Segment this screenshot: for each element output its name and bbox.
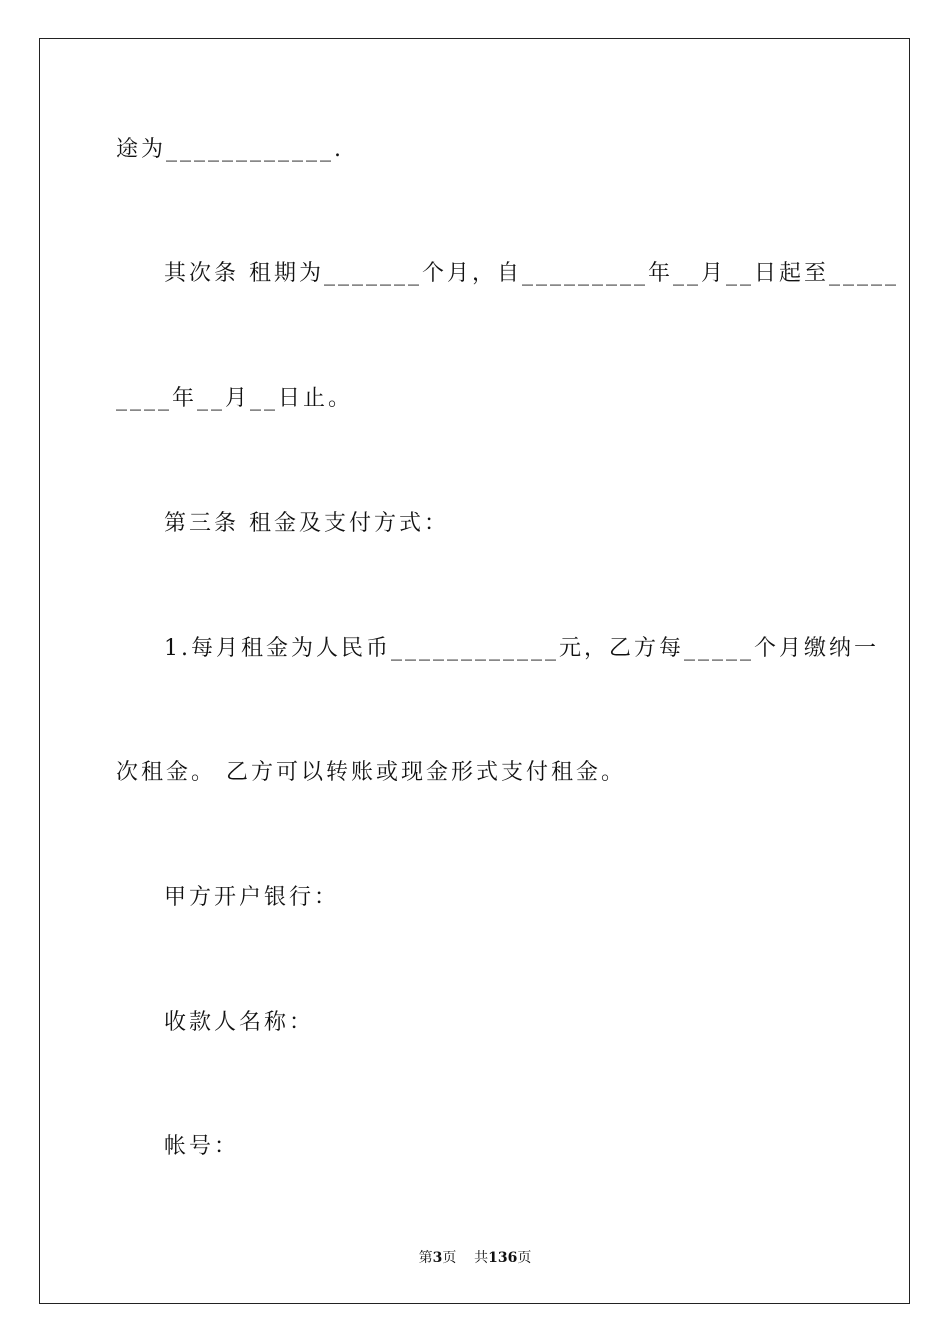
text-line-8: 收款人名称： bbox=[164, 1010, 315, 1035]
footer-page-prefix: 第 bbox=[418, 1250, 433, 1266]
footer-page-number: 3 bbox=[432, 1250, 443, 1266]
text-line-4: 第三条 租金及支付方式： bbox=[164, 511, 449, 536]
text-line-3: ____年__月__日止。 bbox=[116, 386, 354, 411]
footer-total-pages: 136 bbox=[488, 1250, 518, 1266]
text-line-5: 1.每月租金为人民币____________元，乙方每_____个月缴纳一 bbox=[164, 636, 879, 661]
page-footer bbox=[0, 1247, 950, 1267]
text-line-1: 途为____________. bbox=[116, 137, 344, 162]
footer-total-suffix: 页 bbox=[517, 1250, 532, 1266]
footer-total-prefix: 共 bbox=[474, 1250, 489, 1266]
text-line-7: 甲方开户银行： bbox=[164, 885, 340, 910]
footer-page-suffix: 页 bbox=[442, 1250, 457, 1266]
text-line-2: 其次条 租期为_______个月，自_________年__月__日起至_____ bbox=[164, 261, 899, 286]
page-frame bbox=[39, 38, 910, 1304]
text-line-9: 帐号： bbox=[164, 1134, 240, 1159]
text-line-6: 次租金。 乙方可以转账或现金形式支付租金。 bbox=[116, 760, 626, 785]
